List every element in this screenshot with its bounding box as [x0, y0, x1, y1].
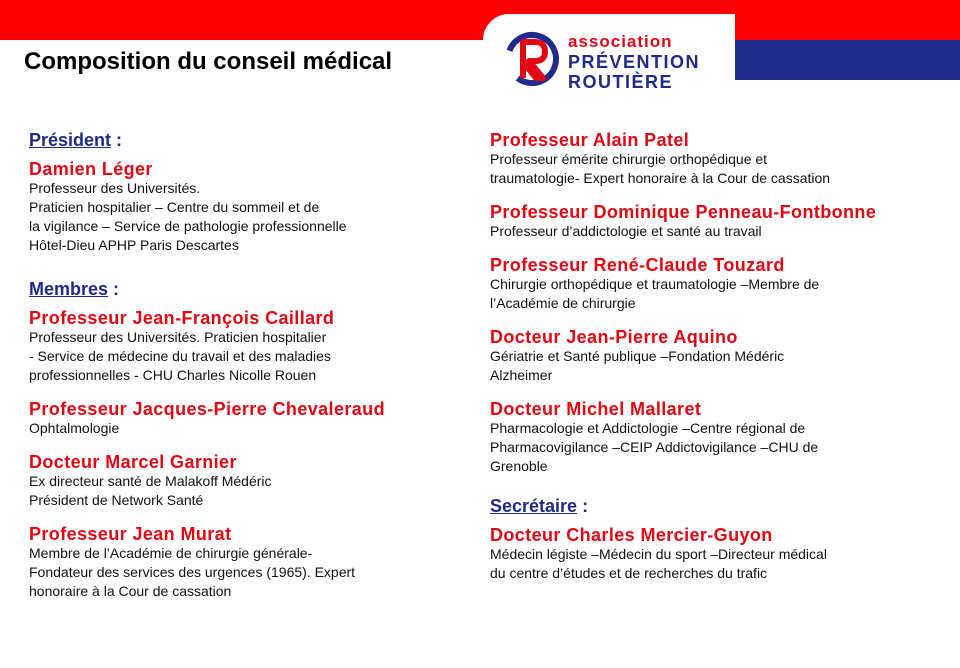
member-description: Médecin légiste –Médecin du sport –Directeur médical du centre d’études et de recherches du trafic: [490, 546, 827, 581]
member-description: Professeur d’addictologie et santé au travail: [490, 223, 762, 239]
header-red-band: [0, 0, 960, 40]
member-description: Chirurgie orthopédique et traumatologie –Membre de l’Académie de chirurgie: [490, 276, 820, 311]
member-entry: [29, 399, 459, 438]
member-name: Professeur Dominique Penneau-Fontbonne: [490, 202, 877, 222]
member-entry: [490, 202, 940, 241]
members-heading: Membres :: [29, 279, 120, 299]
member-name: Damien Léger: [29, 159, 153, 179]
member-name: Docteur Charles Mercier-Guyon: [490, 525, 773, 545]
member-name: Professeur Jacques-Pierre Chevaleraud: [29, 399, 385, 419]
member-name: Docteur Marcel Garnier: [29, 452, 237, 472]
member-description: Membre de l’Académie de chirurgie générale- Fondateur des services des urgences (1965). Expert honoraire à la Cour de cassation: [29, 545, 356, 599]
president-heading: Président :: [29, 130, 123, 150]
member-description: Ophtalmologie: [29, 420, 120, 436]
right-column: [490, 130, 940, 597]
member-description: Pharmacologie et Addictologie –Centre régional de Pharmacovigilance –CEIP Addictovigilance –CHU de Grenoble: [490, 420, 819, 474]
member-name: Docteur Michel Mallaret: [490, 399, 702, 419]
logo-text: [568, 32, 700, 92]
member-name: Professeur Jean Murat: [29, 524, 232, 544]
member-entry: [29, 308, 459, 385]
member-description: Professeur des Universités. Praticien hospitalier - Service de médecine du travail et des maladies professionnelles - CHU Charles Nicolle Rouen: [29, 329, 331, 383]
left-column: [29, 130, 459, 615]
president-entry: [29, 159, 459, 255]
member-entry: [490, 327, 940, 385]
secretary-entry: [490, 525, 940, 583]
member-description: Professeur des Universités. Praticien hospitalier – Centre du sommeil et de la vigilance – Service de pathologie professionnelle Hôtel-Dieu APHP Paris Descartes: [29, 180, 347, 253]
member-entry: [490, 399, 940, 476]
page-title: Composition du conseil médical: [24, 48, 393, 75]
prevention-routiere-logo-icon: [503, 30, 561, 88]
header-blue-band: [735, 40, 960, 80]
member-name: Professeur Jean-François Caillard: [29, 308, 335, 328]
member-entry: [490, 255, 940, 313]
logo-line-prevention: PRÉVENTION: [568, 52, 701, 72]
member-name: Docteur Jean-Pierre Aquino: [490, 327, 738, 347]
member-description: Professeur émérite chirurgie orthopédique et traumatologie- Expert honoraire à la Cour de cassation: [490, 151, 831, 186]
member-entry: [29, 524, 459, 601]
member-name: Professeur René-Claude Touzard: [490, 255, 785, 275]
member-description: Gériatrie et Santé publique –Fondation Médéric Alzheimer: [490, 348, 785, 383]
member-entry: [29, 452, 459, 510]
logo-line-routiere: ROUTIÈRE: [568, 72, 674, 92]
member-description: Ex directeur santé de Malakoff Médéric Président de Network Santé: [29, 473, 272, 508]
member-entry: [490, 130, 940, 188]
logo-line-association: association: [568, 32, 673, 51]
member-name: Professeur Alain Patel: [490, 130, 690, 150]
secretary-heading: Secrétaire :: [490, 496, 589, 516]
